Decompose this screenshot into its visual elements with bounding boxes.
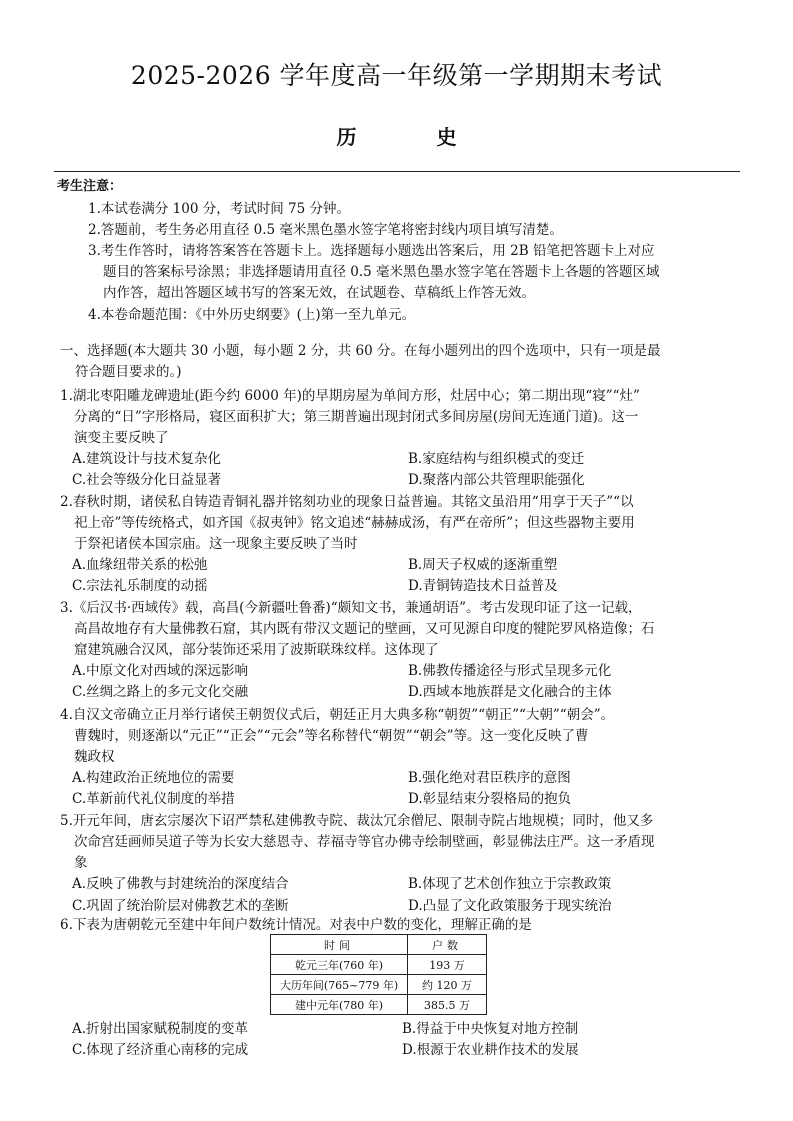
question-stem: 分离的“日”字形格局，寝区面积扩大；第三期普遍出现封闭式多间房屋(房间无连通门道)。这一 (74, 409, 639, 425)
option-a[interactable]: A.折射出国家赋税制度的变革 (72, 1021, 249, 1037)
table-header-households: 户数 (408, 935, 487, 955)
option-a[interactable]: A.反映了佛教与封建统治的深度结合 (72, 876, 289, 892)
question-stem: 魏政权 (74, 749, 115, 765)
table-cell-households: 193 万 (408, 955, 487, 975)
table-header-time: 时间 (271, 935, 408, 955)
subject-char-1: 历 (336, 125, 357, 149)
section-heading-cont: 符合题目要求的。) (75, 364, 182, 380)
option-b[interactable]: B.佛教传播途径与形式呈现多元化 (408, 663, 612, 679)
question-stem: 3.《后汉书·西域传》载，高昌(今新疆吐鲁番)“颇知文书，兼通胡语”。考古发现印证了这一记载， (60, 600, 642, 616)
table-row (271, 955, 487, 975)
table-cell-time: 乾元三年(760 年) (271, 955, 408, 975)
notice-line: 4.本卷命题范围：《中外历史纲要》(上)第一至九单元。 (88, 307, 416, 323)
option-b[interactable]: B.得益于中央恢复对地方控制 (402, 1021, 579, 1037)
option-a[interactable]: A.中原文化对西域的深远影响 (72, 663, 249, 679)
exam-title: 2025-2026 学年度高一年级第一学期期末考试 (130, 61, 663, 90)
table-cell-time: 建中元年(780 年) (271, 995, 408, 1015)
table-cell-households: 385.5 万 (408, 995, 487, 1015)
header-divider (54, 171, 740, 172)
option-d[interactable]: D.彰显结束分裂格局的抱负 (408, 791, 572, 807)
question-stem: 于祭祀诸侯本国宗庙。这一现象主要反映了当时 (74, 536, 358, 552)
table-header-row (271, 935, 487, 955)
option-d[interactable]: D.聚落内部公共管理职能强化 (408, 472, 585, 488)
question-stem: 5.开元年间，唐玄宗屡次下诏严禁私建佛教寺院、裁汰冗余僧尼、限制寺院占地规模；同时，他又多 (60, 813, 654, 829)
table-row (271, 975, 487, 995)
question-stem: 演变主要反映了 (74, 430, 169, 446)
question-stem: 6.下表为唐朝乾元至建中年间户数统计情况。对表中户数的变化，理解正确的是 (60, 917, 532, 933)
question-stem: 1.湖北枣阳雕龙碑遗址(距今约 6000 年)的早期房屋为单间方形，灶居中心；第二期出现“寝”“灶” (60, 388, 640, 404)
household-table (270, 934, 487, 1015)
option-d[interactable]: D.西域本地族群是文化融合的主体 (408, 684, 612, 700)
option-c[interactable]: C.社会等级分化日益显著 (72, 472, 222, 488)
notice-line: 3.考生作答时，请将答案答在答题卡上。选择题每小题选出答案后，用 2B 铅笔把答题卡上对应 (88, 243, 655, 259)
option-b[interactable]: B.强化绝对君臣秩序的意图 (408, 770, 571, 786)
table-row (271, 995, 487, 1015)
option-c[interactable]: C.宗法礼乐制度的动摇 (72, 578, 208, 594)
option-d[interactable]: D.根源于农业耕作技术的发展 (402, 1042, 579, 1058)
option-a[interactable]: A.构建政治正统地位的需要 (72, 770, 235, 786)
question-stem: 高昌故地存有大量佛教石窟，其内既有带汉文题记的壁画，又可见源自印度的犍陀罗风格造像；石 (74, 621, 655, 637)
option-b[interactable]: B.家庭结构与组织模式的变迁 (408, 451, 585, 467)
notice-line: 内作答，超出答题区域书写的答案无效，在试题卷、草稿纸上作答无效。 (103, 285, 535, 301)
notice-line: 2.答题前，考生务必用直径 0.5 毫米黑色墨水签字笔将密封线内项目填写清楚。 (88, 222, 563, 238)
question-stem: 曹魏时，则逐渐以“元正”“正会”“元会”等名称替代“朝贺”“朝会”等。这一变化反映了曹 (74, 728, 589, 744)
notice-line: 1.本试卷满分 100 分，考试时间 75 分钟。 (88, 201, 350, 217)
table-cell-households: 约 120 万 (408, 975, 487, 995)
option-a[interactable]: A.血缘纽带关系的松弛 (72, 557, 208, 573)
question-stem: 象 (74, 855, 88, 871)
subject-char-2: 史 (436, 125, 457, 149)
notice-line: 题目的答案标号涂黑；非选择题请用直径 0.5 毫米黑色墨水签字笔在答题卡上各题的答题区域 (103, 264, 660, 280)
option-d[interactable]: D.凸显了文化政策服务于现实统治 (408, 898, 612, 914)
question-stem: 次命宫廷画师吴道子等为长安大慈恩寺、荐福寺等官办佛寺绘制壁画，彰显佛法庄严。这一矛盾现 (74, 834, 655, 850)
question-stem: 2.春秋时期，诸侯私自铸造青铜礼器并铭刻功业的现象日益普遍。其铭文虽沿用“用享于天子”“以 (60, 494, 634, 510)
option-b[interactable]: B.周天子权威的逐渐重塑 (408, 557, 558, 573)
option-d[interactable]: D.青铜铸造技术日益普及 (408, 578, 558, 594)
notice-heading: 考生注意： (57, 179, 123, 194)
option-c[interactable]: C.革新前代礼仪制度的举措 (72, 791, 235, 807)
section-heading: 一、选择题(本大题共 30 小题，每小题 2 分，共 60 分。在每小题列出的四个选项中，只有一项是最 (60, 343, 661, 359)
subject-title (0, 121, 793, 150)
table-cell-time: 大历年间(765~779 年) (271, 975, 408, 995)
option-c[interactable]: C.巩固了统治阶层对佛教艺术的垄断 (72, 898, 289, 914)
question-stem: 窟建筑融合汉风，部分装饰还采用了波斯联珠纹样。这体现了 (74, 642, 439, 658)
option-c[interactable]: C.丝绸之路上的多元文化交融 (72, 684, 249, 700)
option-c[interactable]: C.体现了经济重心南移的完成 (72, 1042, 249, 1058)
option-b[interactable]: B.体现了艺术创作独立于宗教政策 (408, 876, 612, 892)
question-stem: 祀上帝”等传统格式，如齐国《叔夷钟》铭文追述“赫赫成汤，有严在帝所”；但这些器物主要用 (74, 515, 635, 531)
question-stem: 4.自汉文帝确立正月举行诸侯王朝贺仪式后，朝廷正月大典多称“朝贺”“朝正”“大朝”“朝会”。 (60, 707, 615, 723)
option-a[interactable]: A.建筑设计与技术复杂化 (72, 451, 222, 467)
